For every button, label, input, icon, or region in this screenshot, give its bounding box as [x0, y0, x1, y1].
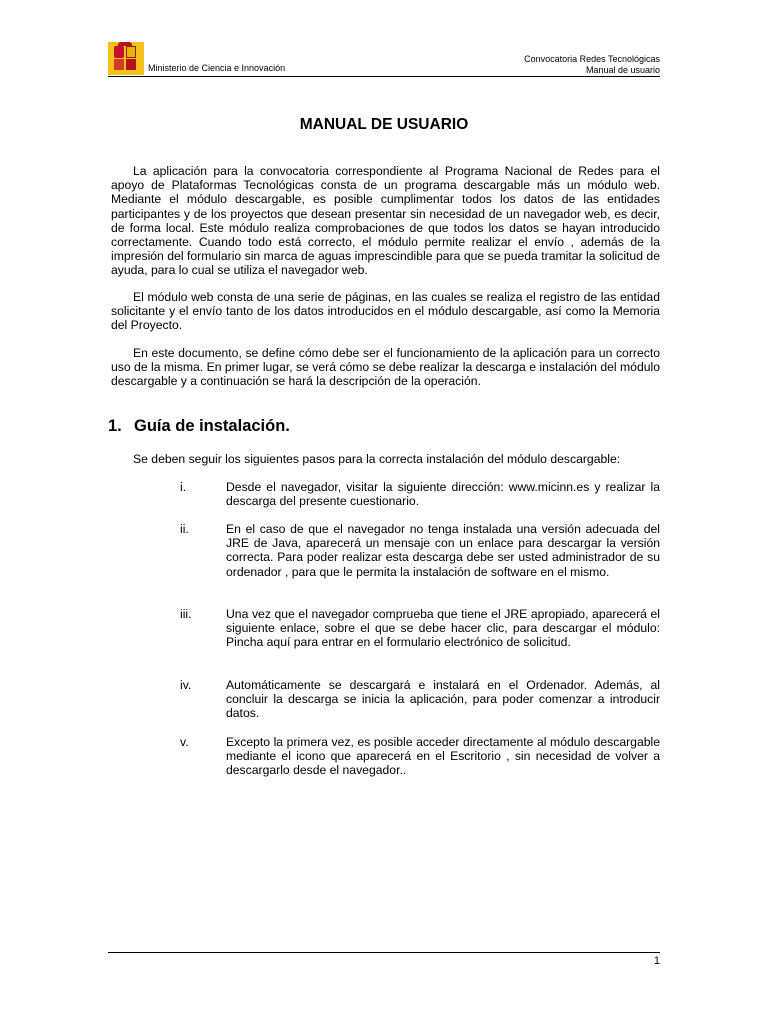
document-title: MANUAL DE USUARIO	[299, 116, 469, 133]
header-right	[524, 54, 660, 76]
header-doc-name: Manual de usuario	[585, 65, 660, 75]
list-item	[180, 678, 660, 721]
list-item	[180, 607, 660, 650]
ministry-name: Ministerio de Ciencia e Innovación	[148, 63, 286, 73]
section-number: 1.	[108, 417, 122, 435]
header-program-name: Convocatoria Redes Tecnológicas	[524, 54, 660, 64]
list-item-number: iii.	[180, 607, 192, 621]
list-item	[180, 480, 660, 508]
list-item-text: En el caso de que el navegador no tenga instalada una versión adecuada del JRE de Java, aparecerá un mensaje con un enlace para descargar la versión correcta. Para poder realizar esta descarga debe ser usted administrador de su ordenador , para que le permita la instalación de software en el mismo.	[226, 522, 660, 579]
intro-paragraph-1: La aplicación para la convocatoria correspondiente al Programa Nacional de Redes para el apoyo de Plataformas Tecnológicas consta de un programa descargable más un módulo web. Mediante el módulo descargable, es posible cumplimentar todos los datos de las entidades participantes y de los proyectos que desean presentar sin necesidad de un navegador web, es decir, de forma local. Este módulo realiza comprobaciones de que todos los datos se hayan introducido correctamente. Cuando todo está correcto, el módulo permite realizar el envío , además de la impresión del formulario sin marca de aguas imprescindible para que se pueda tramitar la solicitud de ayuda, para lo cual se utiliza el navegador web.	[111, 164, 660, 278]
list-item	[180, 522, 660, 579]
coat-of-arms-icon	[108, 42, 144, 75]
list-item-number: iv.	[180, 678, 192, 692]
list-item-text: Automáticamente se descargará e instalará en el Ordenador. Además, al concluir la descarga se inicia la aplicación, para poder comenzar a introducir datos.	[226, 678, 660, 721]
list-item-text: Una vez que el navegador comprueba que tiene el JRE apropiado, aparecerá el siguiente enlace, sobre el que se debe hacer clic, para descargar el módulo: Pincha aquí para entrar en el formulario electrónico de solicitud.	[226, 607, 660, 650]
page-number: 1	[653, 955, 660, 967]
intro-paragraph-2: El módulo web consta de una serie de páginas, en las cuales se realiza el registro de las entidad solicitante y el envío tanto de los datos introducidos en el módulo descargable, así como la Memoria del Proyecto.	[111, 290, 660, 333]
list-item-text: Excepto la primera vez, es posible acceder directamente al módulo descargable mediante el icono que aparecerá en el Escritorio , sin necesidad de volver a descargarlo desde el navegador..	[226, 735, 660, 778]
list-item-number: v.	[180, 735, 189, 749]
page-header	[108, 40, 660, 77]
section-heading	[108, 417, 290, 436]
footer-rule	[108, 952, 660, 953]
list-item-number: i.	[180, 480, 187, 494]
list-item-text: Desde el navegador, visitar la siguiente dirección: www.micinn.es y realizar la descarga del presente cuestionario.	[226, 480, 660, 509]
section-title: Guía de instalación.	[134, 417, 290, 435]
intro-paragraph-3: En este documento, se define cómo debe ser el funcionamiento de la aplicación para un correcto uso de la misma. En primer lugar, se verá cómo se debe realizar la descarga e instalación del módulo descargable y a continuación se hará la descripción de la operación.	[111, 346, 660, 389]
list-item-number: ii.	[180, 522, 189, 536]
section-intro: Se deben seguir los siguientes pasos para la correcta instalación del módulo descargable:	[133, 452, 621, 466]
list-item	[180, 735, 660, 778]
